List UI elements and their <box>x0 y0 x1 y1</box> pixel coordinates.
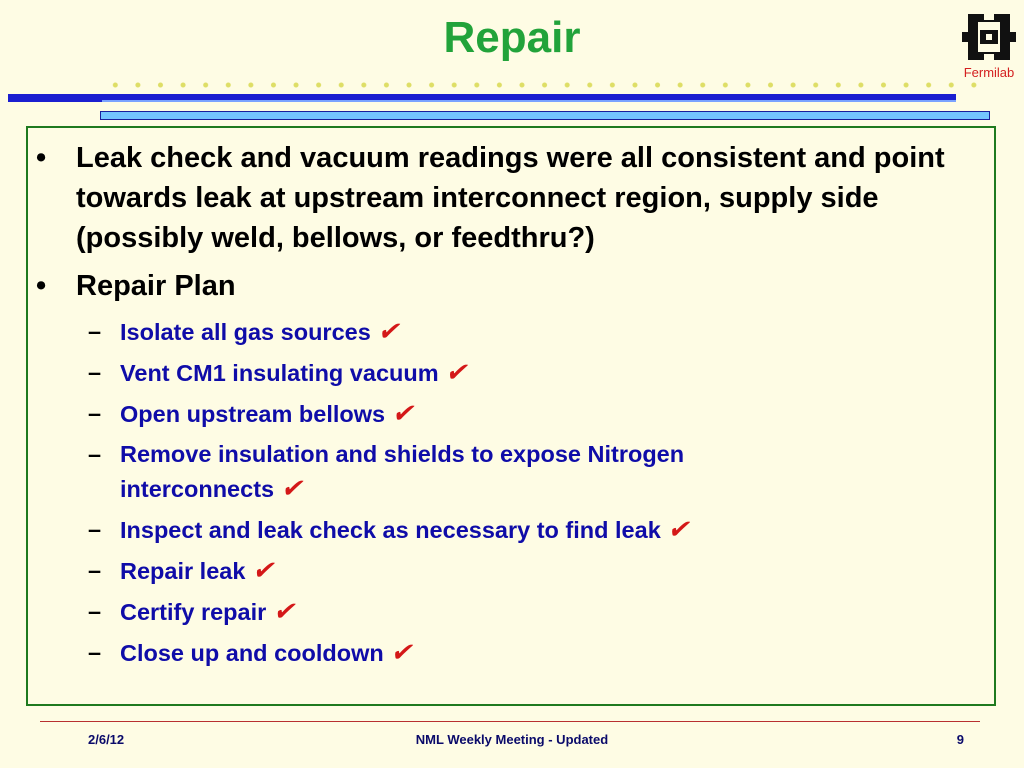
sub-item <box>88 314 968 349</box>
dash-marker: – <box>88 359 102 385</box>
sub-item <box>88 396 968 431</box>
dash-marker: – <box>88 318 102 344</box>
sub-item-text: Open upstream bellows <box>120 401 386 427</box>
bullet-text: Leak check and vacuum readings were all consistent and point towards leak at upstream interconnect region, supply side (possibly weld, bellows, or feedthru?) <box>76 142 945 254</box>
checkmark-icon: ✔ <box>445 357 467 387</box>
checkmark-icon: ✔ <box>667 514 690 544</box>
dash-marker: – <box>88 598 102 624</box>
slide-title: Repair <box>443 13 581 62</box>
checkmark-icon: ✔ <box>251 555 274 585</box>
dash-marker: – <box>88 639 102 665</box>
logo-text: Fermilab <box>963 65 1015 80</box>
dash-marker: – <box>88 441 102 467</box>
bullet-item <box>36 138 978 258</box>
bullet-item <box>36 266 978 306</box>
checkmark-icon: ✔ <box>391 398 414 428</box>
sub-item <box>88 437 808 506</box>
sub-item-text: Inspect and leak check as necessary to find leak <box>120 517 661 543</box>
sub-item <box>88 355 968 390</box>
fermilab-logo <box>958 10 1020 82</box>
bullet-marker: • <box>36 142 47 174</box>
header-rule-cyan <box>100 111 990 120</box>
sub-item <box>88 512 968 547</box>
dash-marker: – <box>88 400 102 426</box>
sub-item-text: Vent CM1 insulating vacuum <box>120 360 439 386</box>
sub-item-text: Remove insulation and shields to expose Nitrogen interconnects <box>120 441 685 502</box>
sub-item-text: Repair leak <box>120 558 246 584</box>
dash-marker: – <box>88 557 102 583</box>
sub-item <box>88 594 968 629</box>
page-number: 9 <box>956 732 964 747</box>
sub-item-text: Close up and cooldown <box>120 640 384 666</box>
footer-rule <box>40 721 980 722</box>
checkmark-icon: ✔ <box>280 473 303 503</box>
sub-item-text: Isolate all gas sources <box>120 319 371 345</box>
checkmark-icon: ✔ <box>377 316 400 346</box>
footer-title: NML Weekly Meeting - Updated <box>415 732 609 747</box>
bullet-marker: • <box>36 270 47 302</box>
checkmark-icon: ✔ <box>272 596 295 626</box>
header-rule-blue <box>8 94 956 102</box>
footer-date: 2/6/12 <box>88 732 125 747</box>
sub-item-text: Certify repair <box>120 599 267 625</box>
bullet-text: Repair Plan <box>76 270 236 302</box>
dotted-divider <box>100 80 980 90</box>
fermilab-logo-icon <box>962 10 1016 64</box>
checkmark-icon: ✔ <box>390 637 413 667</box>
sub-item <box>88 635 968 670</box>
dash-marker: – <box>88 516 102 542</box>
sub-item <box>88 553 968 588</box>
